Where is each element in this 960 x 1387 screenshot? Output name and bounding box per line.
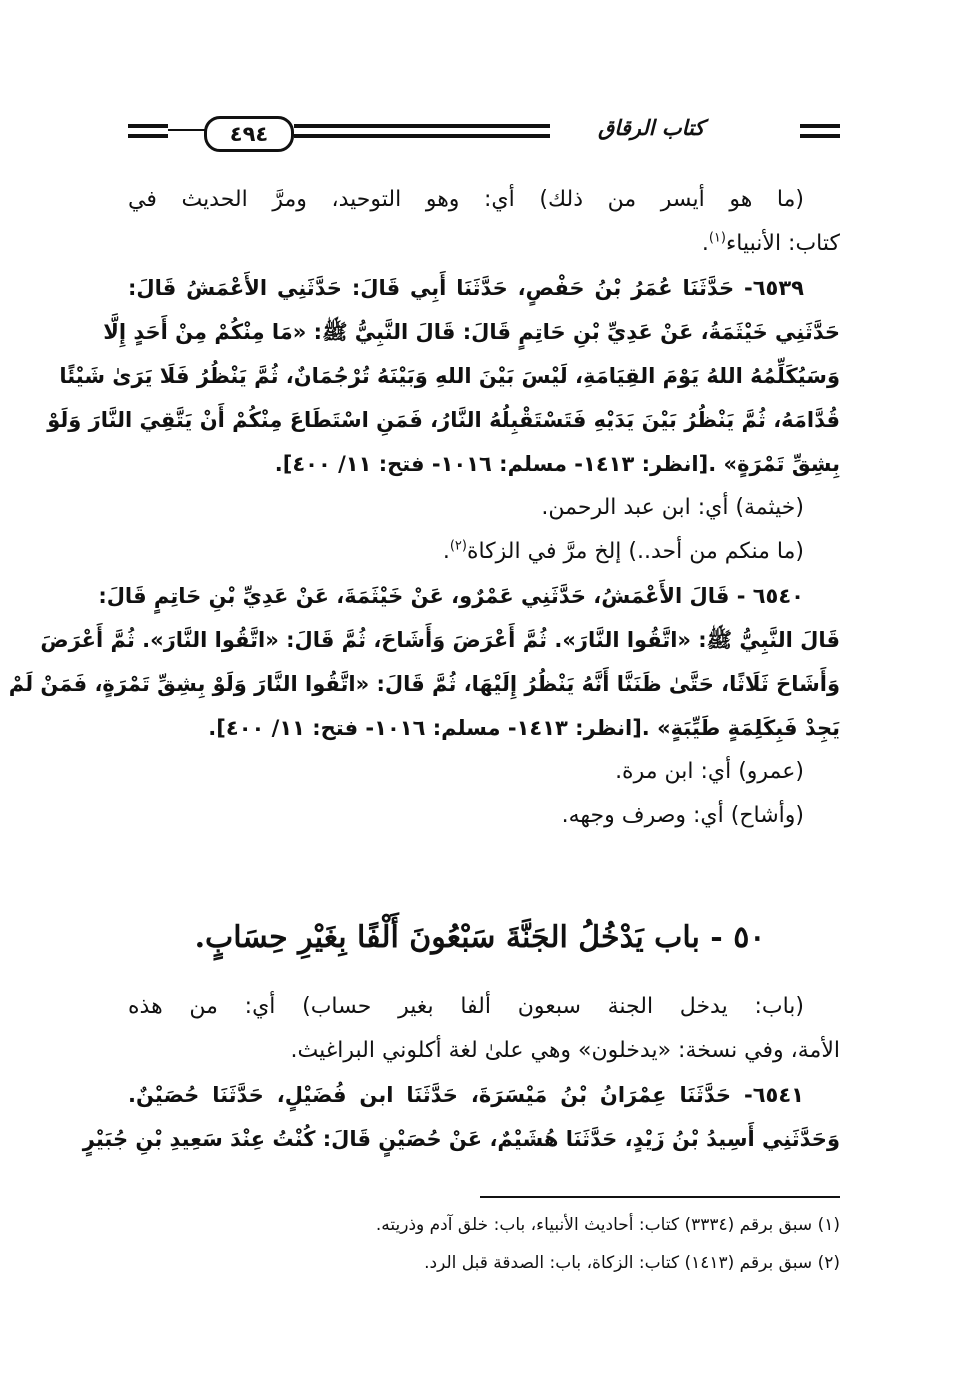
hadith-line: يَجِدْ فَبِكَلِمَةٍ طَيِّبَةٍ» .[انظر: ١٤١٣- مسلم: ١٠١٦- فتح: ١١/ ٤٠٠].	[208, 716, 840, 740]
text-span: كتاب: الأنبياء	[725, 231, 840, 256]
text-line: (وأشاح) أي: وصرف وجهه.	[561, 803, 804, 828]
header-rule-left-short-2	[128, 134, 168, 138]
page-header	[128, 112, 840, 152]
hadith-line: ٦٥٤٠ - قَالَ الأَعْمَشُ، حَدَّثَنِي عَمْرٌو، عَنْ خَيْثَمَةَ، عَنْ عَدِيِّ بْنِ حَاتِمٍ قَالَ:	[98, 584, 804, 608]
header-rule-tail	[168, 129, 208, 131]
text-line	[128, 530, 840, 574]
header-rule-right	[800, 124, 840, 128]
text-line: (ما هو أيسر من ذلك) أي: وهو التوحيد، ومرَّ الحديث في	[128, 187, 804, 212]
page-number: ٤٩٤	[204, 116, 294, 152]
text-line: (خيثمة) أي: ابن عبد الرحمن.	[541, 495, 804, 520]
header-rule-middle-2	[294, 134, 550, 138]
text-line	[128, 222, 840, 266]
footnote: (٢) سبق برقم (١٤١٣) كتاب: الزكاة، باب: الصدقة قبل الرد.	[424, 1253, 840, 1273]
main-text-2	[82, 985, 840, 1161]
header-rule-middle	[294, 124, 550, 128]
header-rule-left-short	[128, 124, 168, 128]
footnote: (١) سبق برقم (٣٣٣٤) كتاب: أحاديث الأنبياء، باب: خلق آدم وذريته.	[375, 1215, 840, 1235]
hadith-line: وَأَشَاحَ ثَلَاثًا، حَتَّىٰ ظَنَنَّا أَنَّهُ يَنْظُرُ إِلَيْهَا، ثُمَّ قَالَ: «اتَّقُوا النَّارَ وَلَوْ بِشِقِّ تَمْرَةٍ، فَمَنْ لَمْ	[8, 672, 840, 696]
footnote-ref[interactable]: (٢)	[449, 538, 467, 554]
footnote-ref[interactable]: (١)	[708, 230, 726, 246]
hadith-line: حَدَّثَنِي خَيْثَمَةُ، عَنْ عَدِيِّ بْنِ حَاتِمٍ قَالَ: قَالَ النَّبِيُّ ﷺ: «مَا مِنْكُمْ مِنْ أَحَدٍ إِلَّا	[103, 320, 840, 344]
chapter-title: ٥٠ - باب يَدْخُلُ الجَنَّةَ سَبْعُونَ أَلْفًا بِغَيْرِ حِسَابٍ.	[194, 920, 766, 955]
text-span: .	[442, 539, 450, 564]
hadith-line: وَحَدَّثَنِي أَسِيدُ بْنُ زَيْدٍ، حَدَّثَنَا هُشَيْمٌ، عَنْ حُصَيْنٍ قَالَ: كُنْتُ عِنْدَ سَعِيدِ بْنِ جُبَيْرٍ	[82, 1127, 840, 1151]
text-line: (عمرو) أي: ابن مرة.	[615, 759, 804, 784]
hadith-line: وَسَيُكَلِّمُهُ اللهُ يَوْمَ القِيَامَةِ، لَيْسَ بَيْنَ اللهِ وَبَيْنَهُ تُرْجُمَانٌ، ثُمَّ يَنْظُرُ فَلَا يَرَىٰ شَيْئًا	[59, 364, 840, 388]
text-span: .	[701, 231, 709, 256]
hadith-line: ٦٥٤١- حَدَّثَنَا عِمْرَانُ بْنُ مَيْسَرَةَ، حَدَّثَنَا ابن فُضَيْلٍ، حَدَّثَنَا حُصَيْنٌ.	[128, 1083, 804, 1107]
footnote-divider	[480, 1196, 840, 1198]
hadith-line: قَالَ النَّبِيُّ ﷺ: «اتَّقُوا النَّارَ». ثُمَّ أَعْرَضَ وَأَشَاحَ، ثُمَّ قَالَ: «اتَّقُوا النَّارَ». ثُمَّ أَعْرَضَ	[40, 628, 840, 652]
running-title: كتاب الرقاق	[598, 115, 705, 140]
hadith-line: بِشِقِّ تَمْرَةٍ» .[انظر: ١٤١٣- مسلم: ١٠١٦- فتح: ١١/ ٤٠٠].	[274, 452, 840, 476]
hadith-line: ٦٥٣٩- حَدَّثَنَا عُمَرُ بْنُ حَفْصٍ، حَدَّثَنَا أَبِي قَالَ: حَدَّثَنِي الأَعْمَشُ قَالَ:	[128, 276, 804, 300]
text-line: الأمة، وفي نسخة: «يدخلون» وهي علىٰ لغة أكلوني البراغيث.	[290, 1038, 840, 1063]
hadith-line: قُدَّامَهُ، ثُمَّ يَنْظُرُ بَيْنَ يَدَيْهِ فَتَسْتَقْبِلُهُ النَّارُ، فَمَنِ اسْتَطَاعَ مِنْكُمْ أَنْ يَتَّقِيَ النَّارَ وَلَوْ	[47, 408, 840, 432]
main-text	[8, 178, 840, 838]
text-span: (ما منكم من أحد..) إلخ مرَّ في الزكاة	[466, 539, 804, 564]
text-line: (باب: يدخل الجنة سبعون ألفا بغير حساب) أي: من هذه	[128, 994, 804, 1019]
header-rule-right-2	[800, 134, 840, 138]
